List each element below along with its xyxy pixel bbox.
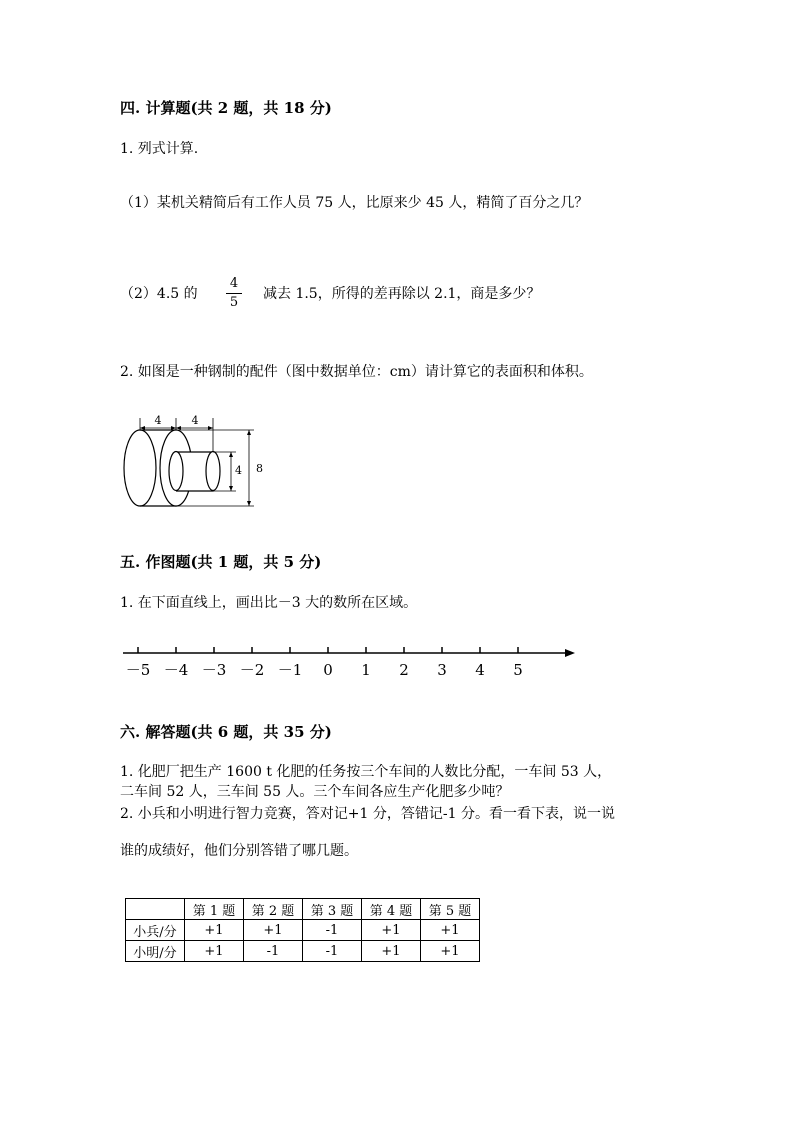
dim-label-outer: 8 — [256, 462, 263, 475]
fraction-denominator: 5 — [229, 295, 239, 310]
number-line-tick-label: 4 — [475, 661, 485, 679]
table-cell: +1 — [244, 920, 303, 941]
number-line-tick-label: 2 — [399, 661, 409, 679]
table-cell: +1 — [362, 920, 421, 941]
question-4-1-part2-prefix: （2）4.5 的 — [120, 286, 198, 302]
outer-cylinder-left-face — [124, 430, 156, 506]
table-cell: +1 — [362, 941, 421, 962]
number-line — [115, 640, 585, 685]
table-cell: +1 — [185, 941, 244, 962]
question-4-1-label: 1. 列式计算. — [120, 141, 199, 157]
number-line-tick-label: 3 — [437, 661, 447, 679]
fraction-bar — [226, 293, 242, 294]
table-cell: +1 — [185, 920, 244, 941]
steel-part-figure — [118, 410, 278, 515]
section4-title: 四. 计算题(共 2 题，共 18 分) — [120, 99, 332, 117]
table-header-cell: 第 5 题 — [421, 899, 480, 920]
number-line-tick-label: －3 — [201, 661, 227, 679]
inner-cylinder-left-face — [169, 452, 183, 491]
table-header-cell: 第 4 题 — [362, 899, 421, 920]
number-line-marks — [126, 647, 523, 679]
question-6-1-line2: 二车间 52 人，三车间 55 人。三个车间各应生产化肥多少吨？ — [120, 784, 510, 800]
fraction-numerator: 4 — [229, 276, 239, 291]
score-table — [125, 898, 480, 962]
table-header-row — [126, 899, 480, 920]
table-row-label: 小明/分 — [126, 941, 185, 962]
table-header-cell: 第 2 题 — [244, 899, 303, 920]
section6-title: 六. 解答题(共 6 题，共 35 分) — [120, 723, 332, 741]
number-line-tick-label: －5 — [125, 661, 151, 679]
inner-cylinder-right-face — [206, 452, 220, 491]
table-cell: -1 — [244, 941, 303, 962]
table-cell: -1 — [303, 941, 362, 962]
number-line-tick-label: 0 — [323, 661, 333, 679]
table-cell: +1 — [421, 941, 480, 962]
number-line-tick-label: －2 — [239, 661, 265, 679]
question-4-2-text: 2. 如图是一种钢制的配件（图中数据单位：cm）请计算它的表面积和体积。 — [120, 364, 593, 380]
table-row — [126, 941, 480, 962]
question-5-1-text: 1. 在下面直线上，画出比－3 大的数所在区域。 — [120, 595, 418, 611]
number-line-tick-label: 1 — [361, 661, 371, 679]
number-line-tick-label: 5 — [513, 661, 523, 679]
question-4-1-part1: （1）某机关精简后有工作人员 75 人，比原来少 45 人，精简了百分之几？ — [120, 195, 589, 211]
dim-label-top-left: 4 — [154, 414, 162, 427]
question-4-1-part2-suffix: 减去 1.5，所得的差再除以 2.1，商是多少？ — [263, 286, 541, 302]
number-line-tick-label: －1 — [277, 661, 303, 679]
number-line-tick-label: －4 — [163, 661, 189, 679]
dim-label-inner: 4 — [235, 464, 242, 477]
table-header-cell: 第 1 题 — [185, 899, 244, 920]
number-line-arrow-icon — [565, 649, 575, 657]
table-header-cell — [126, 899, 185, 920]
table-row — [126, 920, 480, 941]
table-row-label: 小兵/分 — [126, 920, 185, 941]
section5-title: 五. 作图题(共 1 题，共 5 分) — [120, 553, 322, 571]
table-cell: +1 — [421, 920, 480, 941]
dim-label-top-right: 4 — [191, 414, 199, 427]
question-6-2-line1: 2. 小兵和小明进行智力竞赛，答对记+1 分，答错记-1 分。看一看下表，说一说 — [120, 806, 615, 822]
table-header-cell: 第 3 题 — [303, 899, 362, 920]
question-6-1-line1: 1. 化肥厂把生产 1600 t 化肥的任务按三个车间的人数比分配，一车间 53 人， — [120, 764, 612, 780]
table-cell: -1 — [303, 920, 362, 941]
fraction-four-fifths — [226, 276, 242, 311]
question-6-2-line2: 谁的成绩好，他们分别答错了哪几题。 — [120, 843, 358, 859]
